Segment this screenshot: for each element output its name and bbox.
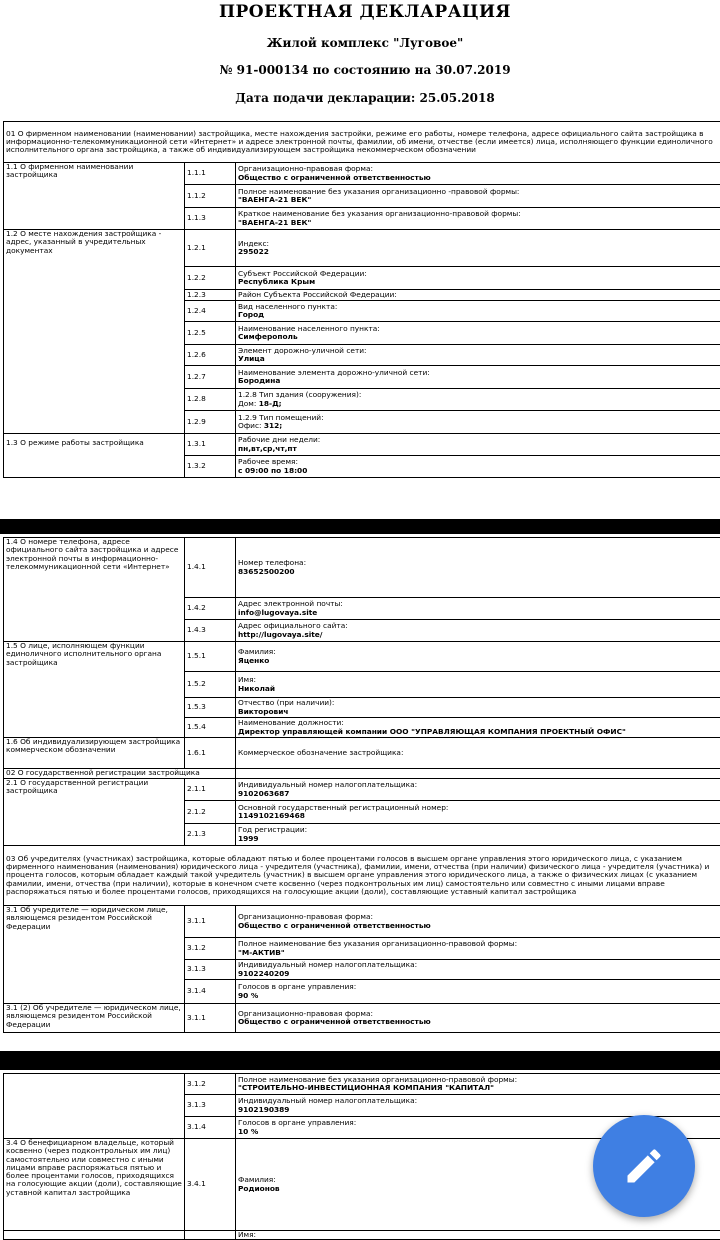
item-number: 1.2.5 xyxy=(185,322,236,345)
field-value: "ВАЕНГА-21 ВЕК" xyxy=(238,219,718,227)
field-label: Индивидуальный номер налогоплательщика: xyxy=(238,1097,718,1105)
item-cell xyxy=(236,1004,720,1033)
field-label: Полное наименование без указания организационно-правовой формы: xyxy=(238,1076,718,1084)
item-number: 1.4.2 xyxy=(185,598,236,620)
item-number: 3.1.2 xyxy=(185,1074,236,1095)
item-number: 3.1.3 xyxy=(185,1095,236,1117)
edit-pencil-icon xyxy=(622,1144,666,1188)
field-value: с 09:00 по 18:00 xyxy=(238,467,718,475)
submission-date: Дата подачи декларации: 25.05.2018 xyxy=(0,91,720,105)
field-label: Полное наименование без указания организационно -правовой формы: xyxy=(238,188,718,196)
declaration-number: № 91-000134 по состоянию на 30.07.2019 xyxy=(0,63,720,77)
item-number: 1.2.1 xyxy=(185,230,236,267)
item-number: 2.1.1 xyxy=(185,779,236,801)
item-cell xyxy=(236,389,720,411)
field-value: "СТРОИТЕЛЬНО-ИНВЕСТИЦИОННАЯ КОМПАНИЯ "КАПИТАЛ" xyxy=(238,1084,718,1092)
section-label-continued xyxy=(4,1231,185,1240)
field-label: Индивидуальный номер налогоплательщика: xyxy=(238,781,718,789)
field-value: 9102063687 xyxy=(238,790,718,798)
field-label: 1.2.8 Тип здания (сооружения): xyxy=(238,391,718,399)
field-value: Общество с ограниченной ответственностью xyxy=(238,1018,718,1026)
field-value: Общество с ограниченной ответственностью xyxy=(238,174,718,182)
field-value: Родионов xyxy=(238,1185,718,1193)
field-label: Район Субъекта Российской Федерации: xyxy=(238,291,718,299)
field-label: Организационно-правовая форма: xyxy=(238,165,718,173)
page-separator xyxy=(0,1051,720,1070)
item-number: 3.4.1 xyxy=(185,1139,236,1231)
item-number: 1.1.3 xyxy=(185,208,236,230)
empty-cell xyxy=(236,769,720,779)
page-separator xyxy=(0,519,720,534)
field-value: Республика Крым xyxy=(238,278,718,286)
item-number: 1.3.1 xyxy=(185,434,236,456)
item-number xyxy=(185,1231,236,1240)
item-number: 3.1.4 xyxy=(185,1117,236,1139)
field-label: Наименование элемента дорожно-уличной сети: xyxy=(238,369,718,377)
field-value: Директор управляющей компании ООО "УПРАВЛЯЮЩАЯ КОМПАНИЯ ПРОЕКТНЫЙ ОФИС" xyxy=(238,728,718,736)
field-value: 90 % xyxy=(238,992,718,1000)
section-label: 1.6 Об индивидуализирующем застройщика коммерческом обозначении xyxy=(4,738,185,769)
field-label: Фамилия: xyxy=(238,648,718,656)
field-label: Наименование населенного пункта: xyxy=(238,325,718,333)
item-cell xyxy=(236,301,720,322)
item-number: 1.4.3 xyxy=(185,620,236,642)
field-value: 295022 xyxy=(238,248,718,256)
field-value: 9102240209 xyxy=(238,970,718,978)
item-cell xyxy=(236,366,720,389)
field-label: Краткое наименование без указания организационно-правовой формы: xyxy=(238,210,718,218)
item-number: 1.2.3 xyxy=(185,290,236,301)
edit-fab-button[interactable] xyxy=(593,1115,695,1217)
item-number: 1.5.1 xyxy=(185,642,236,672)
item-cell xyxy=(236,672,720,698)
field-value: 18-Д; xyxy=(259,399,282,408)
item-cell xyxy=(236,801,720,824)
field-label: Год регистрации: xyxy=(238,826,718,834)
section-label: 3.1 (2) Об учредителе — юридическом лице, являющемся резидентом Российской Федерации xyxy=(4,1004,185,1033)
field-value: Викторович xyxy=(238,708,718,716)
field-label: Имя: xyxy=(238,1231,718,1239)
item-cell xyxy=(236,906,720,938)
item-cell xyxy=(236,938,720,960)
item-cell xyxy=(236,598,720,620)
field-label: Наименование должности: xyxy=(238,719,718,727)
field-label: Дом: xyxy=(238,399,256,408)
item-number: 2.1.3 xyxy=(185,824,236,846)
item-number: 1.2.2 xyxy=(185,267,236,290)
field-value: http://lugovaya.site/ xyxy=(238,631,718,639)
item-cell xyxy=(236,718,720,738)
field-label: Отчество (при наличии): xyxy=(238,699,718,707)
item-number: 1.2.7 xyxy=(185,366,236,389)
item-cell xyxy=(236,779,720,801)
item-cell xyxy=(236,230,720,267)
item-cell xyxy=(236,642,720,672)
item-number: 1.6.1 xyxy=(185,738,236,769)
item-number: 1.2.9 xyxy=(185,411,236,434)
item-cell xyxy=(236,1074,720,1095)
item-number: 1.1.2 xyxy=(185,185,236,208)
item-number: 3.1.4 xyxy=(185,980,236,1004)
item-number: 1.2.6 xyxy=(185,345,236,366)
field-label: Рабочее время: xyxy=(238,458,718,466)
field-value: 10 % xyxy=(238,1128,718,1136)
field-label: Вид населенного пункта: xyxy=(238,303,718,311)
field-value: Яценко xyxy=(238,657,718,665)
item-cell xyxy=(236,208,720,230)
field-value: Общество с ограниченной ответственностью xyxy=(238,922,718,930)
field-label: Индекс: xyxy=(238,240,718,248)
field-value: Город xyxy=(238,311,718,319)
item-number: 1.3.2 xyxy=(185,456,236,478)
field-label: Номер телефона: xyxy=(238,559,718,567)
item-number: 1.5.4 xyxy=(185,718,236,738)
declaration-table-page-2 xyxy=(3,537,720,1033)
item-number: 1.2.4 xyxy=(185,301,236,322)
field-label: Адрес официального сайта: xyxy=(238,622,718,630)
item-cell xyxy=(236,267,720,290)
item-number: 1.1.1 xyxy=(185,163,236,185)
field-value: 1149102169468 xyxy=(238,812,718,820)
item-cell xyxy=(236,620,720,642)
field-label: Элемент дорожно-уличной сети: xyxy=(238,347,718,355)
field-value: Симферополь xyxy=(238,333,718,341)
item-number: 1.2.8 xyxy=(185,389,236,411)
complex-name: Жилой комплекс "Луговое" xyxy=(0,36,720,50)
field-label: Коммерческое обозначение застройщика: xyxy=(238,749,718,757)
section-label: 3.4 О бенефициарном владельце, который косвенно (через подконтрольных им лиц) самостоятельно или совместно с иными лицами вправе распоряжаться пятью и более процентами голосов, приходящихся на голосующие акции (доли), составляющие уставной капитал застройщика xyxy=(4,1139,185,1231)
item-cell xyxy=(236,538,720,598)
field-value: 1999 xyxy=(238,835,718,843)
item-number: 1.5.3 xyxy=(185,698,236,718)
section-label: 1.4 О номере телефона, адресе официального сайта застройщика и адресе электронной почты в информационно-телекоммуникационной сети «Интернет» xyxy=(4,538,185,642)
field-label: Голосов в органе управления: xyxy=(238,1119,718,1127)
field-label: Организационно-правовая форма: xyxy=(238,913,718,921)
field-label: Офис: xyxy=(238,421,262,430)
item-number: 1.5.2 xyxy=(185,672,236,698)
field-label: Голосов в органе управления: xyxy=(238,983,718,991)
section-label-continued xyxy=(4,1074,185,1139)
field-value: Бородина xyxy=(238,377,718,385)
section-header: 02 О государственной регистрации застройщика xyxy=(4,769,236,779)
item-cell xyxy=(236,738,720,769)
section-label: 1.2 О месте нахождения застройщика - адрес, указанный в учредительных документах xyxy=(4,230,185,434)
item-cell xyxy=(236,960,720,980)
field-label: Фамилия: xyxy=(238,1176,718,1184)
field-value: 9102190389 xyxy=(238,1106,718,1114)
field-label: Организационно-правовая форма: xyxy=(238,1010,718,1018)
field-label: Полное наименование без указания организационно-правовой формы: xyxy=(238,940,718,948)
item-cell xyxy=(236,322,720,345)
section-label: 1.5 О лице, исполняющем функции единоличного исполнительного органа застройщика xyxy=(4,642,185,738)
item-number: 2.1.2 xyxy=(185,801,236,824)
item-cell xyxy=(236,345,720,366)
field-label: Основной государственный регистрационный номер: xyxy=(238,804,718,812)
section-header: 03 Об учредителях (участниках) застройщика, которые обладают пятью и более процентами голосов в высшем органе управления этого юридического лица, с указанием фирменного наименования (наименования) юридического лица - учредителя (участника), фамилии, имени, отчества (при наличии) физического лица - учредителя (участника) и процента голосов, которым обладает каждый такой учредитель (участник) в высшем органе управления этого юридического лица, а также о физических лицах (с указанием фамилии, имени, отчества (при наличии), которые в конечном счете косвенно (через подконтрольных им лиц) самостоятельно или совместно с иными лицами вправе распоряжаться пятью и более процентами голосов, приходящихся на голосующие акции (доли), составляющие уставный капитал застройщика xyxy=(4,846,720,906)
field-value: Улица xyxy=(238,355,718,363)
item-number: 3.1.1 xyxy=(185,1004,236,1033)
field-value: 312; xyxy=(264,421,282,430)
section-label: 1.3 О режиме работы застройщика xyxy=(4,434,185,478)
item-number: 3.1.1 xyxy=(185,906,236,938)
item-cell xyxy=(236,456,720,478)
field-value: info@lugovaya.site xyxy=(238,609,718,617)
section-label: 1.1 О фирменном наименовании застройщика xyxy=(4,163,185,230)
field-label: Имя: xyxy=(238,676,718,684)
field-value: 83652500200 xyxy=(238,568,718,576)
item-cell xyxy=(236,163,720,185)
field-label: Субъект Российской Федерации: xyxy=(238,270,718,278)
field-label: Рабочие дни недели: xyxy=(238,436,718,444)
section-label: 2.1 О государственной регистрации застройщика xyxy=(4,779,185,846)
item-cell xyxy=(236,698,720,718)
item-number: 3.1.2 xyxy=(185,938,236,960)
item-cell xyxy=(236,411,720,434)
section-label: 3.1 Об учредителе — юридическом лице, являющемся резидентом Российской Федерации xyxy=(4,906,185,1004)
item-cell xyxy=(236,1231,720,1240)
item-cell xyxy=(236,824,720,846)
field-value: пн,вт,ср,чт,пт xyxy=(238,445,718,453)
field-label: Индивидуальный номер налогоплательщика: xyxy=(238,961,718,969)
item-cell xyxy=(236,290,720,301)
field-label: Адрес электронной почты: xyxy=(238,600,718,608)
item-number: 1.4.1 xyxy=(185,538,236,598)
item-cell xyxy=(236,1095,720,1117)
declaration-table-page-1 xyxy=(3,121,720,478)
item-cell xyxy=(236,434,720,456)
item-cell xyxy=(236,185,720,208)
field-value: Николай xyxy=(238,685,718,693)
item-number: 3.1.3 xyxy=(185,960,236,980)
field-label: 1.2.9 Тип помещений: xyxy=(238,414,718,422)
document-title: ПРОЕКТНАЯ ДЕКЛАРАЦИЯ xyxy=(0,2,720,22)
field-value: "ВАЕНГА-21 ВЕК" xyxy=(238,196,718,204)
item-cell xyxy=(236,980,720,1004)
field-value: "М-АКТИВ" xyxy=(238,949,718,957)
section-header: 01 О фирменном наименовании (наименовании) застройщика, месте нахождения застройки, режиме его работы, номере телефона, адресе официального сайта застройщика в информационно-телекоммуникационной сети «Интернет» и адресе электронной почты, фамилии, об имени, отчестве (если имеется) лица, исполняющего функции единоличного исполнительного органа застройщика, а также об индивидуализирующем застройщика некоммерческом обозначении xyxy=(4,122,720,163)
